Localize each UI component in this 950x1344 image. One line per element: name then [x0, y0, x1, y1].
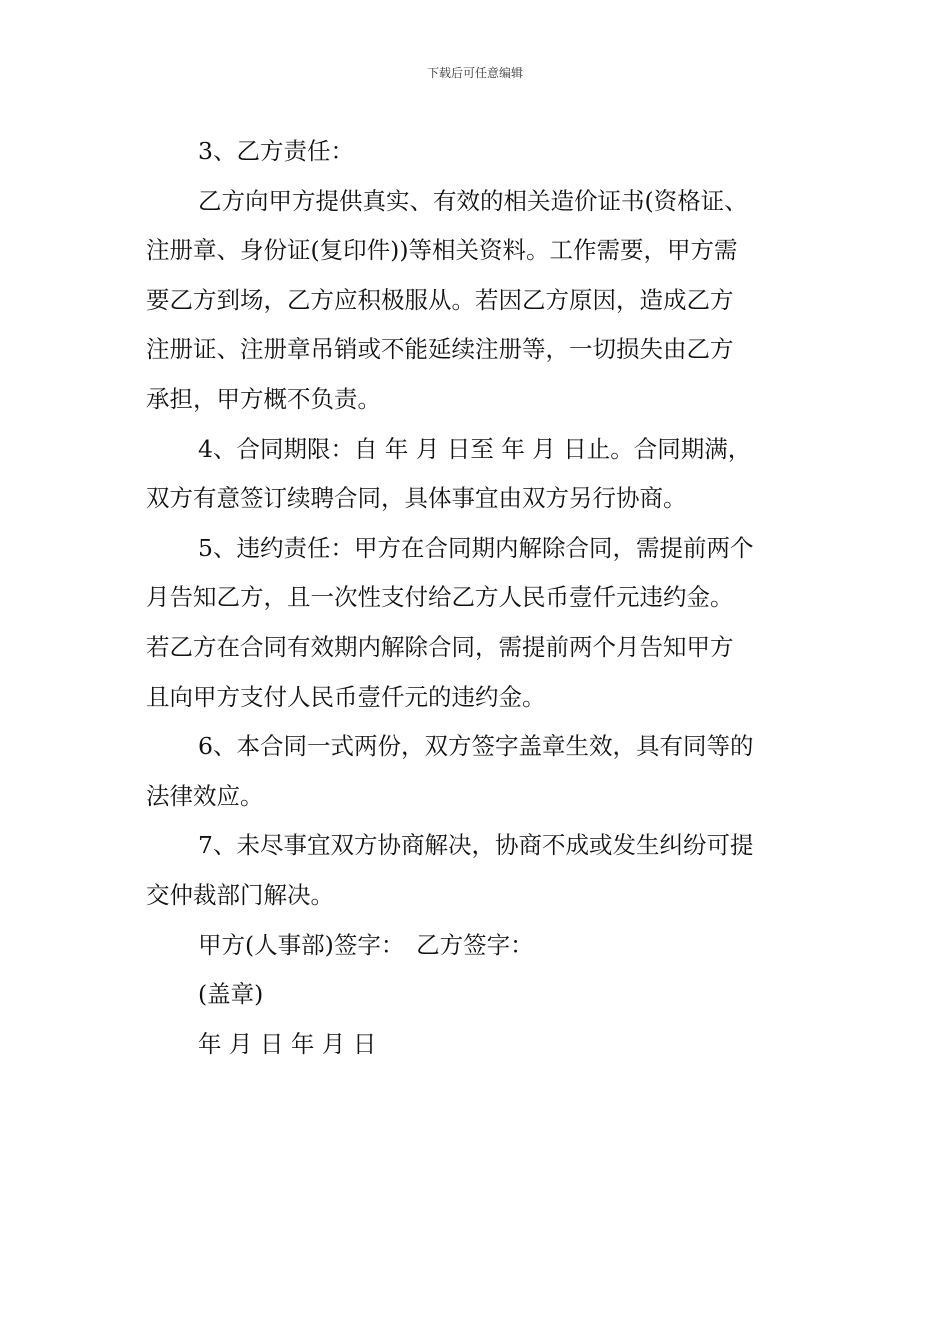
clause-3-line-4: 注册证、注册章吊销或不能延续注册等，一切损失由乙方 — [146, 335, 734, 364]
date-line: 年 月 日 年 月 日 — [198, 1029, 377, 1058]
page-header: 下载后可任意编辑 — [426, 66, 523, 80]
seal-line: (盖章) — [198, 980, 264, 1009]
clause-6-line-2: 法律效应。 — [146, 781, 264, 810]
clause-5-line-4: 且向甲方支付人民币壹仟元的违约金。 — [146, 682, 546, 711]
clause-4-line-1: 4、合同期限：自 年 月 日至 年 月 日止。合同期满， — [198, 434, 752, 463]
clause-3-heading: 3、乙方责任： — [198, 137, 354, 165]
clause-3-line-1: 乙方向甲方提供真实、有效的相关造价证书(资格证、 — [198, 186, 748, 215]
clause-4-line-2: 双方有意签订续聘合同，具体事宜由双方另行协商。 — [146, 484, 687, 513]
clause-7-line-1: 7、未尽事宜双方协商解决，协商不成或发生纠纷可提 — [198, 831, 754, 860]
clause-7-line-2: 交仲裁部门解决。 — [146, 880, 334, 909]
signature-line: 甲方(人事部)签字： 乙方签字： — [198, 930, 534, 959]
clause-3-line-2: 注册章、身份证(复印件))等相关资料。工作需要，甲方需 — [146, 236, 738, 265]
clause-5-line-2: 月告知乙方，且一次性支付给乙方人民币壹仟元违约金。 — [146, 583, 734, 612]
document-body — [146, 127, 822, 1069]
clause-3-line-5: 承担，甲方概不负责。 — [146, 384, 381, 413]
clause-3-line-3: 要乙方到场，乙方应积极服从。若因乙方原因，造成乙方 — [146, 285, 734, 314]
clause-5-line-3: 若乙方在合同有效期内解除合同，需提前两个月告知甲方 — [146, 632, 734, 661]
clause-5-line-1: 5、违约责任：甲方在合同期内解除合同，需提前两个 — [198, 533, 754, 562]
clause-6-line-1: 6、本合同一式两份，双方签字盖章生效，具有同等的 — [198, 732, 754, 761]
